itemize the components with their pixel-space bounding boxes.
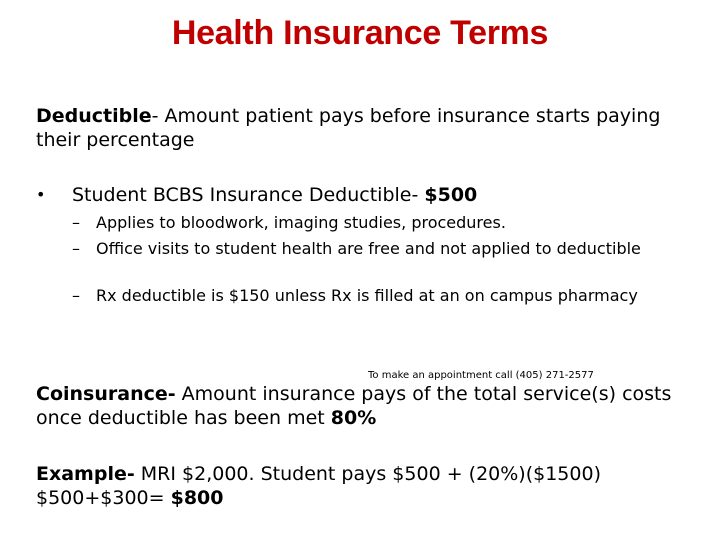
dash-icon: –	[72, 239, 80, 258]
dash-icon: –	[72, 213, 80, 232]
deductible-amount: $500	[424, 184, 478, 206]
coinsurance-percent: 80%	[330, 407, 377, 429]
slide-title: Health Insurance Terms	[171, 14, 549, 52]
dash-icon: –	[72, 286, 80, 305]
sub-item-office-visits	[72, 238, 652, 259]
sub-item-rx-deductible	[72, 285, 652, 306]
example-paragraph	[36, 462, 636, 510]
sub-item-text: Applies to bloodwork, imaging studies, procedures.	[96, 213, 506, 232]
deductible-term: Deductible	[36, 105, 152, 127]
coinsurance-paragraph	[36, 382, 686, 430]
bullet-text: Student BCBS Insurance Deductible-	[72, 184, 425, 206]
example-term: Example-	[36, 463, 135, 485]
sub-item-text: Rx deductible is $150 unless Rx is filled at an on campus pharmacy	[96, 286, 638, 305]
sub-item-bloodwork	[72, 212, 652, 233]
example-total: $800	[170, 487, 224, 509]
example-text: MRI $2,000. Student pays $500 + (20%)($1500) $500+$300=	[36, 463, 601, 509]
sub-item-text: Office visits to student health are free and not applied to deductible	[96, 239, 641, 258]
appointment-note: To make an appointment call (405) 271-2577	[368, 370, 594, 381]
deductible-definition: - Amount patient pays before insurance starts paying their percentage	[36, 105, 661, 151]
bullet-icon: •	[36, 185, 46, 204]
coinsurance-term: Coinsurance-	[36, 383, 176, 405]
deductible-paragraph	[36, 104, 696, 152]
coinsurance-definition: Amount insurance pays of the total service(s) costs once deductible has been met	[36, 383, 672, 429]
